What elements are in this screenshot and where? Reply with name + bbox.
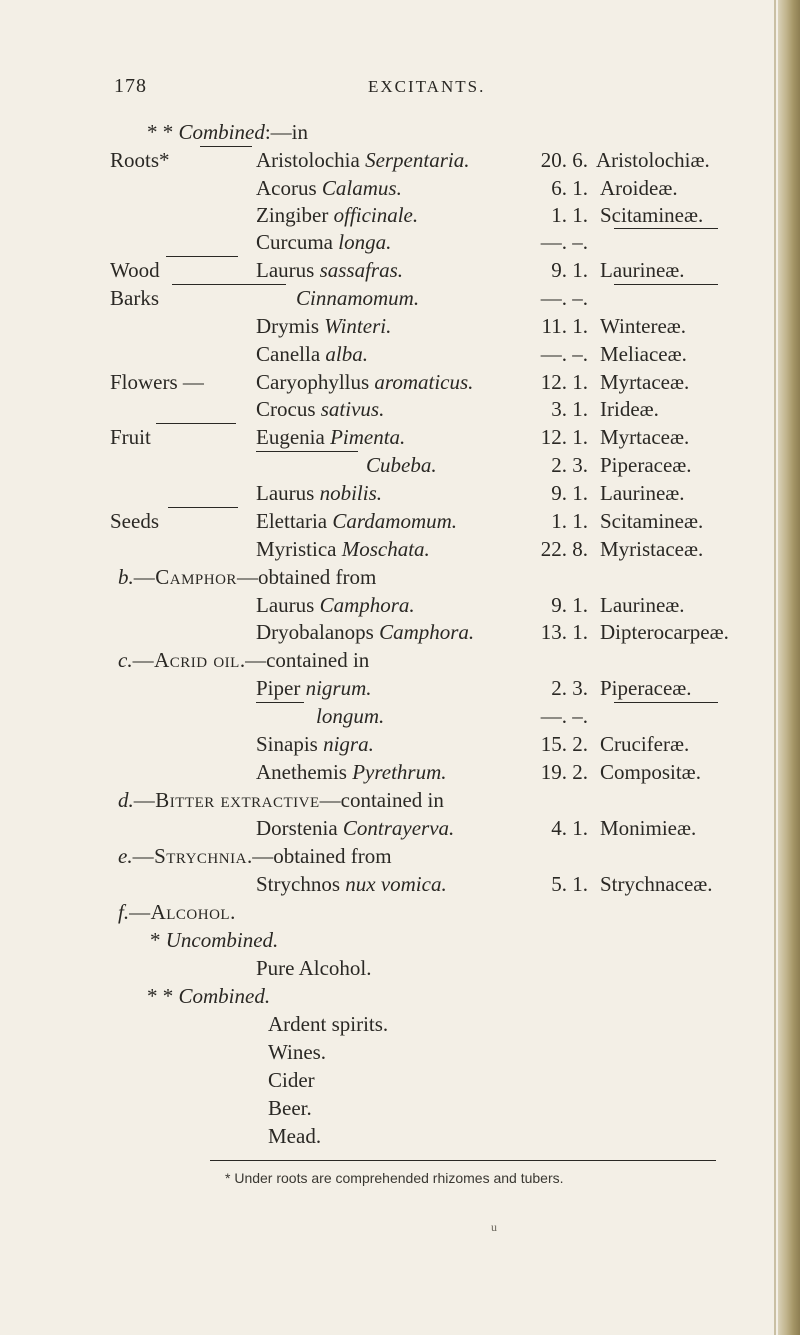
list-item: Wines. (268, 1040, 327, 1064)
page-edge (778, 0, 800, 1335)
part-label: Barks (110, 286, 159, 310)
print-speck: u (491, 1220, 497, 1234)
table-row: Laurus nobilis. 9. 1. Laurineæ. (256, 481, 685, 505)
table-row: Acorus Calamus. 6. 1. Aroideæ. (256, 176, 678, 200)
subheading-combined: * * Combined:—in (147, 120, 308, 144)
part-label: Fruit (110, 425, 151, 449)
list-item: Mead. (268, 1124, 322, 1148)
subheading-uncombined: * Uncombined. (150, 928, 279, 952)
table-row: Strychnos nux vomica. 5. 1. Strychnaceæ. (256, 872, 713, 896)
table-row: Barks Cinnamomum. —. –. (0, 284, 780, 312)
table-row: Crocus sativus. 3. 1. Irideæ. (256, 397, 659, 421)
part-label: Seeds (110, 509, 159, 533)
table-row: Curcuma longa. —. –. (0, 228, 780, 256)
part-label: Roots* (110, 148, 170, 172)
subheading-combined: * * Combined. (147, 984, 271, 1008)
table-row: Roots* Aristolochia Serpentaria. 20. 6. Aristolochiæ. (110, 148, 710, 172)
table-row: Flowers — Caryophyllus aromaticus. 12. 1. Myrtaceæ. (110, 370, 690, 394)
table-row: Wood Laurus sassafras. 9. 1. Laurineæ. (110, 258, 685, 282)
table-row: Anethemis Pyrethrum. 19. 2. Compositæ. (256, 760, 701, 784)
table-row: Myristica Moschata. 22. 8. Myristaceæ. (256, 537, 704, 561)
table-row: longum. —. –. (0, 702, 780, 730)
table-row: Piper nigrum. 2. 3. Piperaceæ. (256, 676, 692, 700)
section-heading: b.—Camphor—obtained from (118, 565, 377, 589)
part-label: Wood (110, 258, 160, 282)
list-item: Pure Alcohol. (256, 956, 372, 980)
section-heading: e.—Strychnia.—obtained from (118, 844, 392, 868)
page-title: EXCITANTS. (368, 77, 486, 96)
section-heading: c.—Acrid oil.—contained in (118, 648, 370, 672)
table-row: Drymis Winteri. 11. 1. Wintereæ. (256, 314, 687, 338)
table-row: Cubeba. 2. 3. Piperaceæ. (0, 451, 780, 479)
table-row: Dryobalanops Camphora. 13. 1. Dipterocarpeæ. (256, 620, 729, 644)
table-row: Sinapis nigra. 15. 2. Cruciferæ. (256, 732, 690, 756)
table-row: Fruit Eugenia Pimenta. 12. 1. Myrtaceæ. (110, 425, 690, 449)
table-row: Canella alba. —. –. Meliaceæ. (256, 342, 687, 366)
part-label: Flowers — (110, 370, 204, 394)
running-header (0, 75, 760, 105)
table-row: Dorstenia Contrayerva. 4. 1. Monimieæ. (256, 816, 697, 840)
footnote: * Under roots are comprehended rhizomes and tubers. (225, 1170, 564, 1186)
page-number: 178 (114, 75, 147, 97)
table-row: Laurus Camphora. 9. 1. Laurineæ. (256, 593, 685, 617)
table-row: Zingiber officinale. 1. 1. Scitamineæ. (256, 203, 704, 227)
list-item: Cider (268, 1068, 315, 1092)
section-heading: f.—Alcohol. (118, 900, 236, 924)
list-item: Ardent spirits. (268, 1012, 389, 1036)
footnote-rule (210, 1160, 716, 1161)
table-row: Seeds Elettaria Cardamomum. 1. 1. Scitamineæ. (110, 509, 704, 533)
section-heading: d.—Bitter extractive—contained in (118, 788, 444, 812)
list-item: Beer. (268, 1096, 312, 1120)
